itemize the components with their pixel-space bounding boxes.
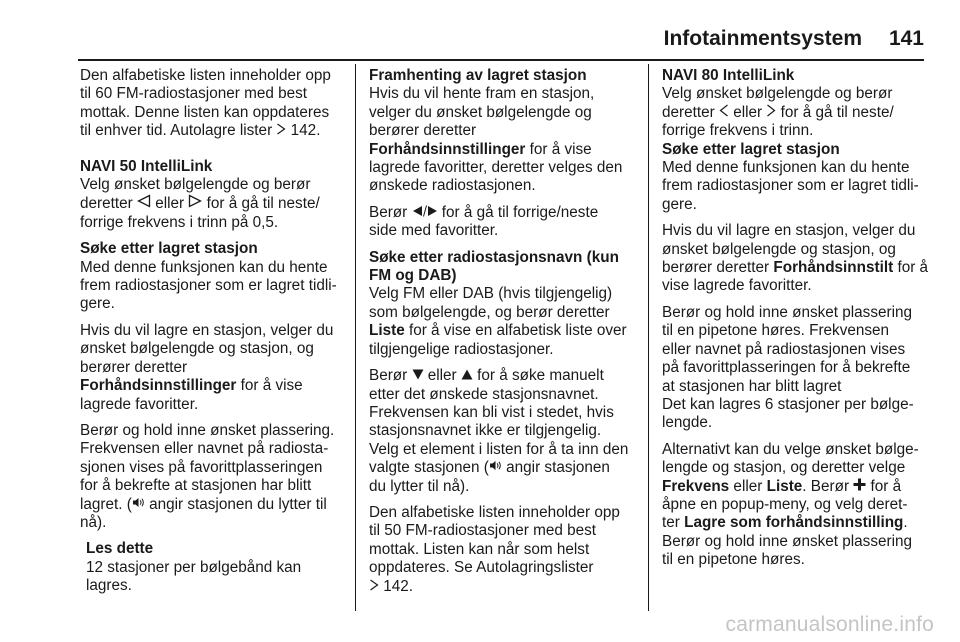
text-line: Berør eller for å søke manuelt: [369, 367, 604, 385]
chevron-right-icon: [766, 104, 776, 117]
text-line: ter Lagre som forhåndsinnstilling.: [662, 514, 908, 532]
text-line: ønsket bølgelengde og stasjon, og: [80, 340, 314, 358]
text-line: 142.: [369, 578, 635, 596]
text-line: på favorittplasseringen for å bekrefte: [662, 359, 911, 377]
text-line: Berør og hold inne ønsket plassering: [662, 532, 912, 550]
text-line: berører deretter Forhåndsinnstilt for å: [662, 259, 929, 277]
text-line: lengde.: [662, 414, 713, 432]
page-header: [0, 0, 960, 62]
list-paragraph: [369, 504, 635, 596]
hold-paragraph: [80, 422, 342, 532]
text-line: til 50 FM-radiostasjoner med best: [369, 522, 596, 540]
page-title: Infotainmentsystem: [663, 27, 862, 50]
text-line: vise lagrede favoritter.: [662, 277, 812, 295]
chevron-left-icon: [719, 104, 729, 117]
cross-reference-arrow-icon: [369, 579, 379, 591]
text-line: ønsket bølgelengde og stasjon, og: [662, 240, 896, 258]
text-line: gere.: [80, 295, 115, 313]
triangle-down-icon: [412, 369, 424, 380]
cross-reference-arrow-icon: [276, 123, 286, 135]
subheading-retrieve-stored: Framhenting av lagret stasjon: [369, 67, 587, 84]
prevnext-paragraph: [369, 204, 635, 241]
triangle-left-outline-icon: [137, 194, 151, 208]
text-line: som bølgelengde, og berør deretter: [369, 303, 610, 321]
text-line: Hvis du vil lagre en stasjon, velger du: [80, 321, 334, 339]
text-line: deretter eller for å gå til neste/: [80, 195, 320, 213]
column-2: [369, 67, 635, 596]
text-line: deretter eller for å gå til neste/: [662, 103, 894, 121]
text-line: Hvis du vil hente fram en stasjon,: [369, 85, 595, 103]
text-line: lagret. ( angir stasjonen du lytter til: [80, 495, 327, 513]
section-heading-navi80: NAVI 80 IntelliLink: [662, 67, 795, 84]
text-line: Velg et element i listen for å ta inn den: [369, 440, 629, 458]
note-box: [86, 540, 342, 595]
speaker-icon: [132, 496, 145, 509]
searchname-paragraph: [369, 285, 635, 359]
store-paragraph: [662, 222, 928, 296]
column-3: [662, 67, 928, 570]
text-line: Med denne funksjonen kan du hente: [662, 159, 910, 177]
watermark: carmanualsonline.info: [725, 613, 934, 636]
subheading-search-stored: Søke etter lagret stasjon: [80, 240, 258, 258]
text-line: lengde og stasjon, og deretter velge: [662, 459, 906, 477]
text-line: forrige frekvens i trinn på 0,5.: [80, 213, 279, 231]
hold-paragraph: [662, 304, 928, 433]
text-line: eller navnet på radiostasjonen vises: [662, 340, 906, 358]
text-line: Berør og hold inne ønsket plassering.: [80, 421, 335, 439]
text-line: forrige frekvens i trinn.: [662, 122, 814, 140]
text-line: velger du ønsket bølgelengde og: [369, 103, 592, 121]
text-line: Forhåndsinnstillinger for å vise: [369, 140, 592, 158]
text-line: Berør for å gå til forrige/neste: [369, 203, 599, 221]
text-line: Berør og hold inne ønsket plassering: [662, 303, 912, 321]
column-1: [80, 67, 342, 596]
retrieve-paragraph: [369, 85, 635, 195]
subheading-search-name: Søke etter radiostasjonsnavn (kun: [369, 248, 619, 266]
text-line: lagrede favoritter.: [80, 395, 199, 413]
text-line: lagres.: [86, 577, 132, 595]
triangle-right-outline-icon: [188, 194, 202, 208]
alt-paragraph: [662, 441, 928, 570]
text-line: ønskede radiostasjonen.: [369, 177, 536, 195]
text-line: Velg FM eller DAB (hvis tilgjengelig): [369, 285, 613, 303]
text-line: Velg ønsket bølgelengde og berør: [662, 85, 893, 103]
text-line: nå).: [80, 513, 107, 531]
text-line: sjonen vises på favorittplasseringen: [80, 458, 323, 476]
text-line: lagrede favoritter, deretter velges den: [369, 159, 623, 177]
store-paragraph: [80, 322, 342, 414]
text-line: Frekvens eller Liste. Berør for å: [662, 477, 902, 495]
text-line: stasjonsnavnet ikke er tilgjengelig.: [369, 422, 602, 440]
page-number: 141: [888, 27, 924, 50]
text-line: du lytter til nå).: [369, 477, 470, 495]
text-line: Velg ønsket bølgelengde og berør: [80, 176, 311, 194]
text-line: gere.: [662, 195, 697, 213]
text-line: for å bekrefte at stasjonen har blitt: [80, 477, 312, 495]
navi50-paragraph: [80, 176, 342, 232]
text-line: side med favoritter.: [369, 222, 499, 240]
text-line: frem radiostasjoner som er lagret tidli-: [80, 277, 337, 295]
text-line: tilgjengelige radiostasjoner.: [369, 340, 554, 358]
note-heading: Les dette: [86, 540, 154, 558]
text-line: berører deretter: [80, 358, 188, 376]
text-line: Den alfabetiske listen inneholder opp: [80, 67, 331, 84]
text-line: til en pipetone høres. Frekvensen: [662, 322, 890, 340]
column-divider-2: [648, 64, 649, 611]
header-rule: [78, 59, 924, 61]
section-heading-navi50: NAVI 50 IntelliLink: [80, 157, 213, 175]
text-line: berører deretter: [369, 122, 477, 140]
text-line: Den alfabetiske listen inneholder opp: [369, 503, 620, 521]
text-line: Det kan lagres 6 stasjoner per bølge-: [662, 395, 914, 413]
text-line: til enhver tid. Autolagre lister 142.: [80, 122, 321, 140]
subheading-search-stored: Søke etter lagret stasjon: [662, 140, 840, 158]
text-line: til en pipetone høres.: [662, 551, 805, 569]
text-line: Hvis du vil lagre en stasjon, velger du: [662, 222, 916, 240]
text-line: mottak. Denne listen kan oppdateres: [80, 103, 330, 121]
speaker-icon: [489, 459, 502, 472]
text-line: at stasjonen har blitt lagret: [662, 377, 842, 395]
text-line: til 60 FM-radiostasjoner med best: [80, 85, 307, 103]
text-line: Alternativt kan du velge ønsket bølge-: [662, 440, 919, 458]
text-line: Liste for å vise en alfabetisk liste over: [369, 322, 627, 340]
text-line: etter det ønskede stasjonsnavnet.: [369, 385, 599, 403]
text-line: Frekvensen eller navnet på radiosta-: [80, 440, 329, 458]
navi80-paragraph: [662, 85, 928, 140]
text-line: Frekvensen kan bli vist i stedet, hvis: [369, 403, 614, 421]
subheading-search-name-cont: FM og DAB): [369, 267, 457, 285]
intro-paragraph: [80, 67, 342, 141]
text-line: 12 stasjoner per bølgebånd kan: [86, 558, 302, 576]
plus-icon: [853, 478, 866, 491]
text-line: frem radiostasjoner som er lagret tidli-: [662, 177, 919, 195]
text-line: Med denne funksjonen kan du hente: [80, 258, 328, 276]
text-line: åpne en popup-meny, og velg deret-: [662, 495, 908, 513]
text-line: mottak. Listen kan når som helst: [369, 540, 590, 558]
text-line: valgte stasjonen ( angir stasjonen: [369, 459, 610, 477]
prev-next-arrows-icon: [412, 205, 438, 217]
manual-paragraph: [369, 367, 635, 496]
text-line: Forhåndsinnstillinger for å vise: [80, 377, 303, 395]
text-line: oppdateres. Se Autolagringslister: [369, 559, 594, 577]
column-divider-1: [355, 64, 356, 611]
triangle-up-icon: [461, 369, 473, 380]
